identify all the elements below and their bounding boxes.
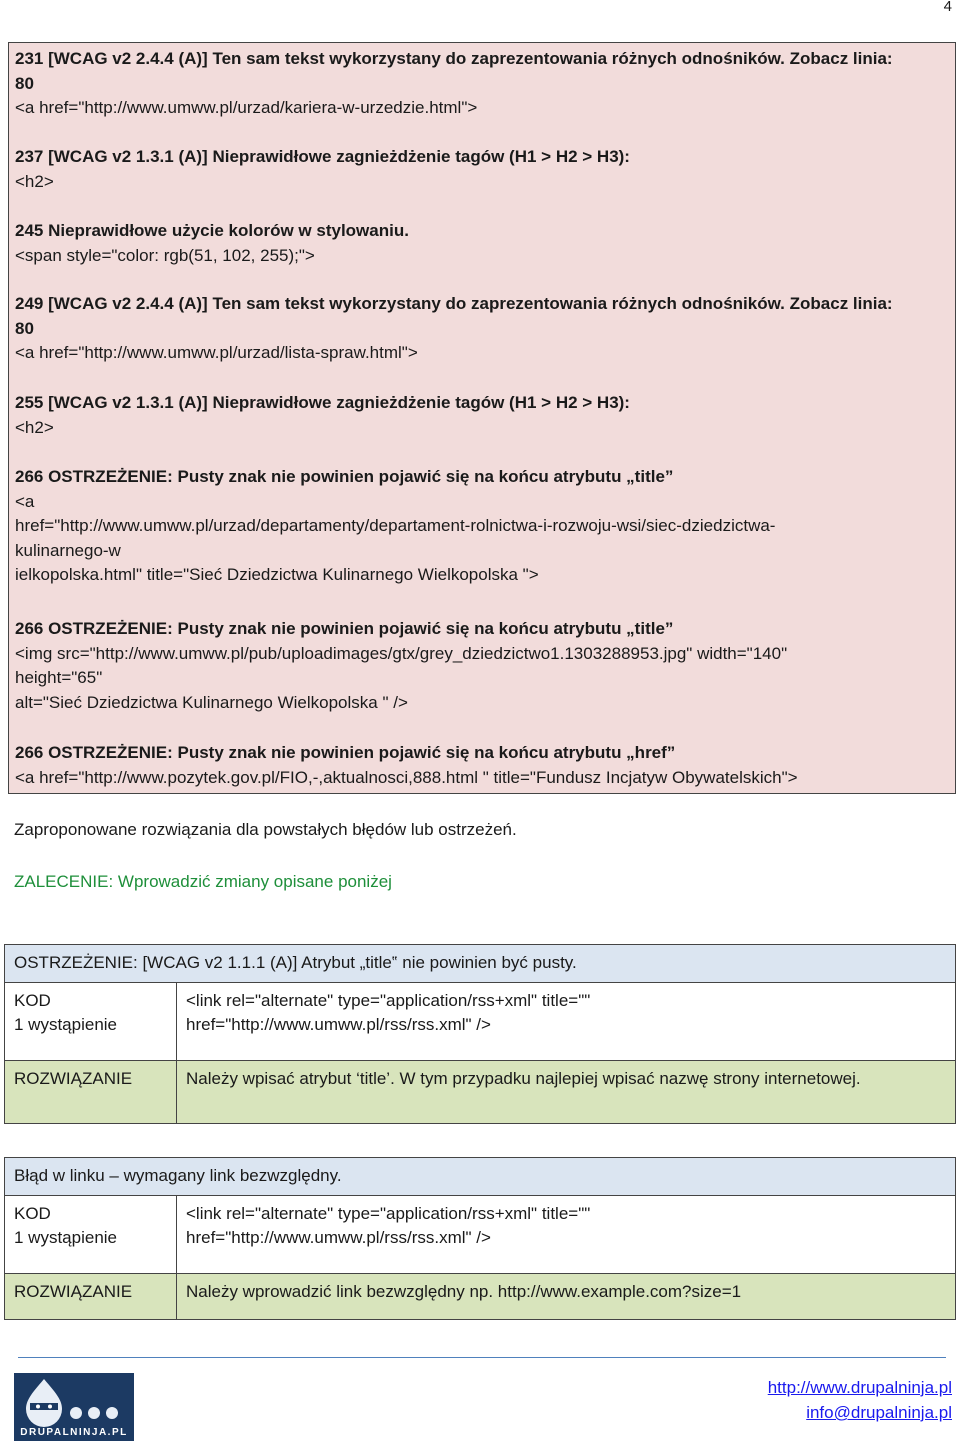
issues-box xyxy=(8,42,956,794)
count-label: 1 wystąpienie xyxy=(14,1228,118,1247)
issue-entry xyxy=(15,617,787,715)
issue-code: <a href="http://www.pozytek.gov.pl/FIO,-,aktualnosci,888.html " title="Fundusz Incjatyw Obywatelskich"> xyxy=(15,767,798,787)
issue-heading: 255 [WCAG v2 1.3.1 (A)] Nieprawidłowe zagnieżdżenie tagów (H1 > H2 > H3): xyxy=(15,393,630,412)
ninja-drop-icon xyxy=(14,1373,134,1429)
issue-heading: 266 OSTRZEŻENIE: Pusty znak nie powinien pojawić się na końcu atrybutu „title” xyxy=(15,467,674,486)
issue-code: <span style="color: rgb(51, 102, 255);"> xyxy=(15,245,315,265)
page-number: 4 xyxy=(943,0,952,15)
issue-entry xyxy=(15,292,893,366)
issue-code: <a href="http://www.umww.pl/urzad/kariera-w-urzedzie.html"> xyxy=(15,98,478,117)
footer-divider xyxy=(18,1357,946,1358)
solution-text: Należy wprowadzić link bezwzględny np. http://www.example.com?size=1 xyxy=(177,1273,956,1319)
email-link[interactable]: info@drupalninja.pl xyxy=(806,1403,952,1422)
issue-code: <a xyxy=(15,491,35,511)
solution-table xyxy=(4,1157,956,1320)
issue-code: ielkopolska.html" title="Sieć Dziedzictwa Kulinarnego Wielkopolska "> xyxy=(15,565,539,584)
drupalninja-logo xyxy=(14,1373,134,1441)
count-label: 1 wystąpienie xyxy=(14,1015,118,1034)
issue-heading: 249 [WCAG v2 2.4.4 (A)] Ten sam tekst wykorzystany do zaprezentowania różnych odnośników. Zobacz linia: xyxy=(15,294,893,313)
issue-heading: 266 OSTRZEŻENIE: Pusty znak nie powinien pojawić się na końcu atrybutu „href” xyxy=(15,743,676,762)
table-header: Błąd w linku – wymagany link bezwzględny. xyxy=(5,1158,956,1196)
solution-table xyxy=(4,944,956,1124)
issue-code: kulinarnego-w xyxy=(15,540,121,560)
code-line: href="http://www.umww.pl/rss/rss.xml" /> xyxy=(186,1228,491,1247)
table-header: OSTRZEŻENIE: [WCAG v2 1.1.1 (A)] Atrybut „title‟ nie powinien być pusty. xyxy=(5,945,956,983)
issue-entry xyxy=(15,145,630,194)
logo-text: DRUPALNINJA.PL xyxy=(20,1427,128,1438)
issue-heading: 266 OSTRZEŻENIE: Pusty znak nie powinien pojawić się na końcu atrybutu „title” xyxy=(15,619,674,638)
issue-heading: 237 [WCAG v2 1.3.1 (A)] Nieprawidłowe zagnieżdżenie tagów (H1 > H2 > H3): xyxy=(15,147,630,166)
issue-line: 80 xyxy=(15,318,34,338)
issue-entry xyxy=(15,219,409,268)
issue-code: alt="Sieć Dziedzictwa Kulinarnego Wielkopolska " /> xyxy=(15,692,408,712)
issue-entry xyxy=(15,741,798,790)
kod-label: KOD xyxy=(14,1203,51,1223)
recommendation-text: ZALECENIE: Wprowadzić zmiany opisane poniżej xyxy=(14,872,392,891)
issue-line: 80 xyxy=(15,73,34,93)
issue-code: <h2> xyxy=(15,171,54,191)
intro-text: Zaproponowane rozwiązania dla powstałych błędów lub ostrzeżeń. xyxy=(14,820,517,839)
solution-label: ROZWIĄZANIE xyxy=(5,1060,177,1123)
issue-code: <img src="http://www.umww.pl/pub/uploadimages/gtx/grey_dziedzictwo1.1303288953.jpg" width="140" xyxy=(15,643,788,663)
issue-entry xyxy=(15,465,775,588)
code-line: <link rel="alternate" type="application/rss+xml" title="" xyxy=(186,990,591,1010)
issue-heading: 231 [WCAG v2 2.4.4 (A)] Ten sam tekst wykorzystany do zaprezentowania różnych odnośników. Zobacz linia: xyxy=(15,49,893,68)
issue-code: <h2> xyxy=(15,417,54,437)
code-line: <link rel="alternate" type="application/rss+xml" title="" xyxy=(186,1203,591,1223)
solution-text: Należy wpisać atrybut ‘title’. W tym przypadku najlepiej wpisać nazwę strony internetowej. xyxy=(177,1060,956,1123)
website-link[interactable]: http://www.drupalninja.pl xyxy=(767,1378,952,1397)
issue-entry xyxy=(15,391,630,440)
code-cell xyxy=(177,982,956,1060)
issue-entry xyxy=(15,47,893,121)
kod-cell xyxy=(5,982,177,1060)
issue-code: href="http://www.umww.pl/urzad/departamenty/departament-rolnictwa-i-rozwoju-wsi/siec-dziedzictwa- xyxy=(15,516,776,535)
solution-label: ROZWIĄZANIE xyxy=(5,1273,177,1319)
footer-links xyxy=(768,1375,952,1425)
issue-heading: 245 Nieprawidłowe użycie kolorów w stylowaniu. xyxy=(15,221,409,240)
kod-label: KOD xyxy=(14,990,51,1010)
kod-cell xyxy=(5,1195,177,1273)
code-line: href="http://www.umww.pl/rss/rss.xml" /> xyxy=(186,1015,491,1034)
issue-code: <a href="http://www.umww.pl/urzad/lista-spraw.html"> xyxy=(15,343,418,362)
code-cell xyxy=(177,1195,956,1273)
issue-code: height="65" xyxy=(15,668,103,687)
